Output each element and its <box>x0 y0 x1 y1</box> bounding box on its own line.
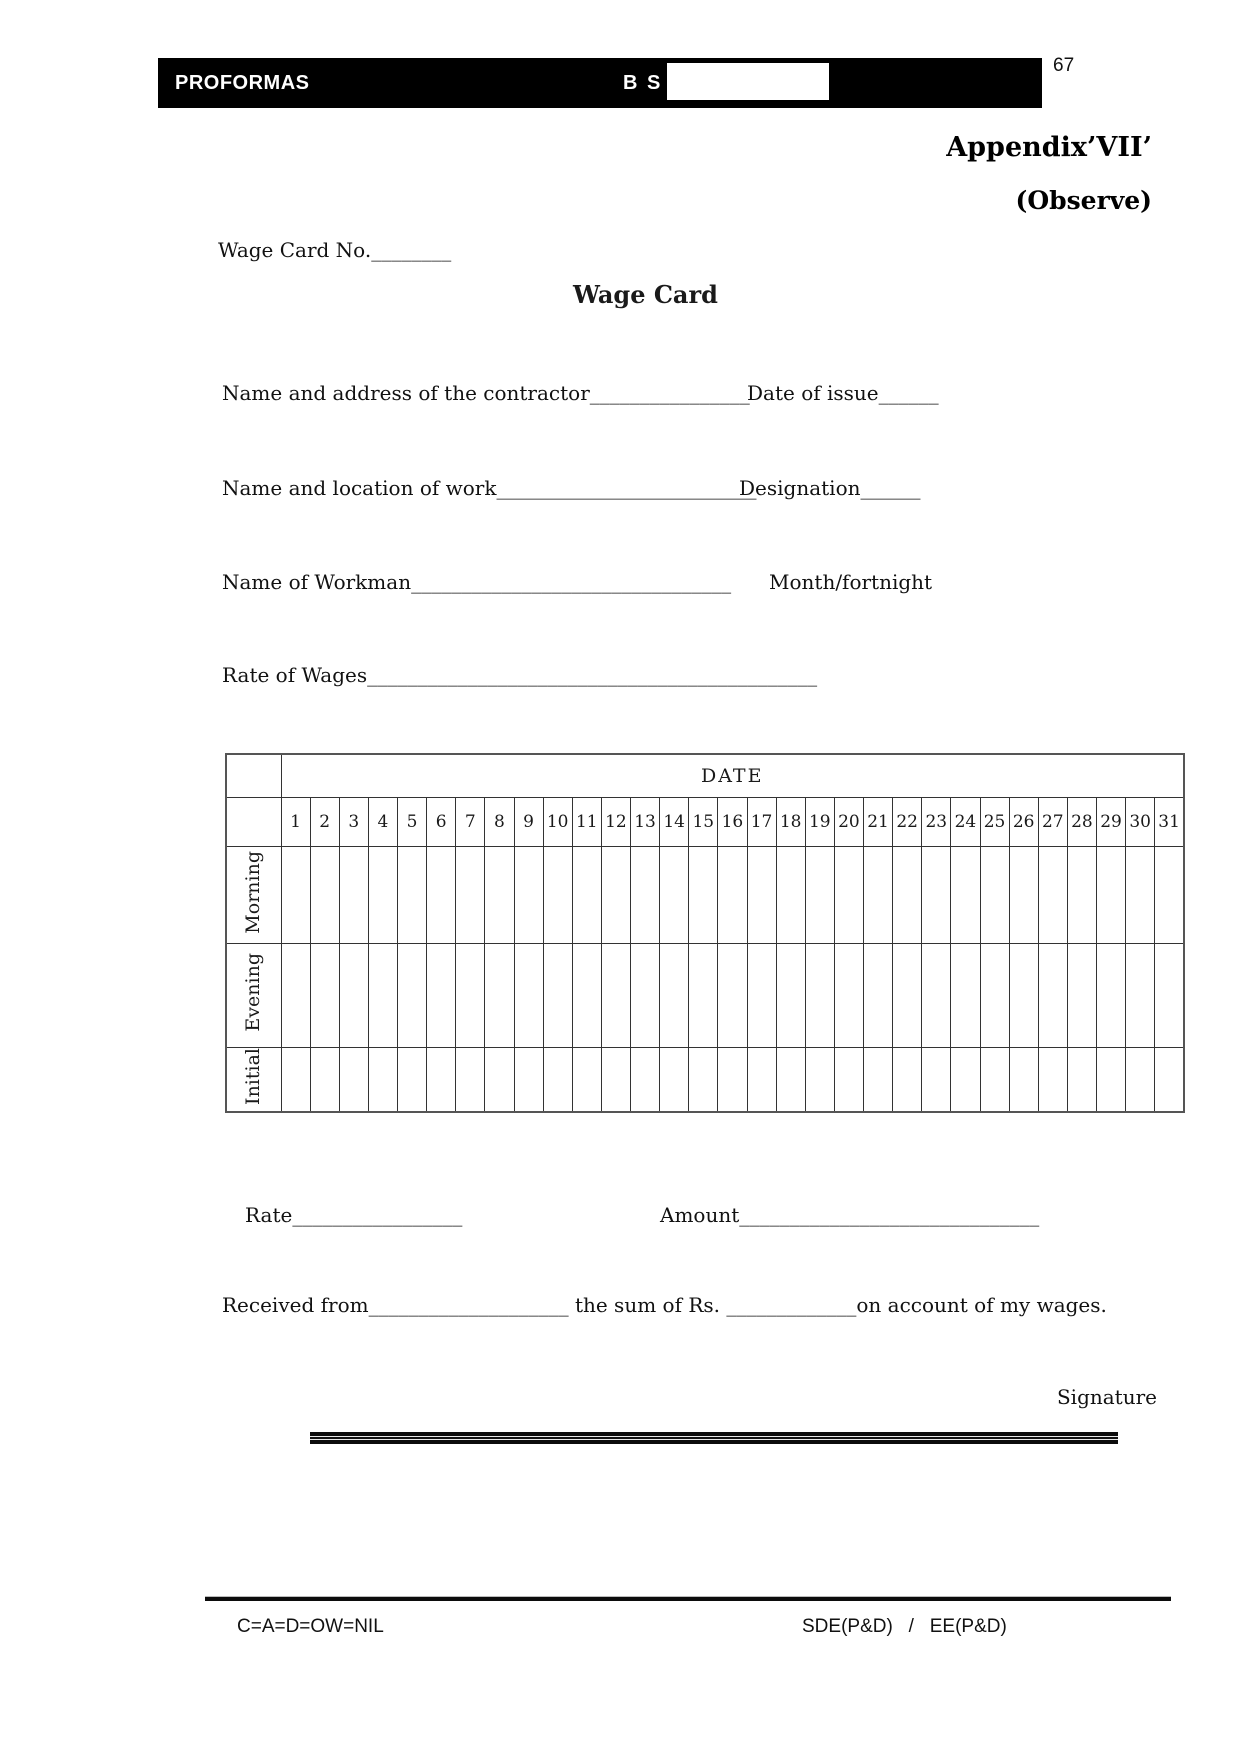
attendance-cell <box>1155 944 1184 1048</box>
attendance-cell <box>572 1048 601 1112</box>
day-number: 26 <box>1009 798 1038 847</box>
day-number: 13 <box>631 798 660 847</box>
attendance-cell <box>485 847 514 944</box>
attendance-cell <box>1038 847 1067 944</box>
day-number: 30 <box>1126 798 1155 847</box>
rate-of-wages-field: Rate of Wages_____________________________________________ <box>222 663 818 687</box>
double-rule <box>310 1432 1118 1444</box>
attendance-cell <box>805 847 834 944</box>
attendance-cell <box>893 1048 922 1112</box>
attendance-cell <box>864 847 893 944</box>
footer-left-code: C=A=D=OW=NIL <box>237 1616 384 1637</box>
date-header: DATE <box>281 754 1184 798</box>
attendance-cell <box>339 944 368 1048</box>
attendance-cell <box>456 944 485 1048</box>
attendance-cell <box>427 847 456 944</box>
attendance-cell <box>893 847 922 944</box>
day-number: 6 <box>427 798 456 847</box>
attendance-cell <box>1155 847 1184 944</box>
attendance-cell <box>1009 1048 1038 1112</box>
attendance-cell <box>543 944 572 1048</box>
attendance-cell <box>689 847 718 944</box>
day-number: 31 <box>1155 798 1184 847</box>
attendance-cell <box>776 1048 805 1112</box>
attendance-cell <box>864 944 893 1048</box>
attendance-cell <box>281 1048 310 1112</box>
day-number: 1 <box>281 798 310 847</box>
attendance-cell <box>747 944 776 1048</box>
day-number: 24 <box>951 798 980 847</box>
day-number: 29 <box>1097 798 1126 847</box>
day-number: 19 <box>805 798 834 847</box>
day-number: 18 <box>776 798 805 847</box>
day-number: 7 <box>456 798 485 847</box>
attendance-cell <box>310 847 339 944</box>
attendance-cell <box>368 847 397 944</box>
attendance-cell <box>485 1048 514 1112</box>
attendance-cell <box>980 847 1009 944</box>
wage-card-no-field: Wage Card No.________ <box>218 238 452 262</box>
attendance-cell <box>718 1048 747 1112</box>
attendance-cell <box>718 944 747 1048</box>
attendance-cell <box>1097 1048 1126 1112</box>
attendance-cell <box>864 1048 893 1112</box>
attendance-cell <box>398 1048 427 1112</box>
day-number: 21 <box>864 798 893 847</box>
attendance-cell <box>514 1048 543 1112</box>
appendix-title: Appendix’VII’ <box>946 132 1152 163</box>
attendance-cell <box>427 1048 456 1112</box>
attendance-cell <box>631 847 660 944</box>
proformas-label: PROFORMAS <box>175 72 310 94</box>
row-label-initial: Initial <box>226 1048 281 1112</box>
attendance-cell <box>398 944 427 1048</box>
attendance-cell <box>368 1048 397 1112</box>
attendance-cell <box>1038 944 1067 1048</box>
contractor-field: Name and address of the contractor________________ <box>222 381 750 405</box>
attendance-cell <box>485 944 514 1048</box>
attendance-cell <box>601 847 630 944</box>
attendance-cell <box>1067 944 1096 1048</box>
row-label-morning: Morning <box>226 847 281 944</box>
page-number: 67 <box>1053 55 1075 76</box>
attendance-cell <box>922 847 951 944</box>
day-number: 11 <box>572 798 601 847</box>
bs-label: B S <box>623 72 663 94</box>
day-number: 28 <box>1067 798 1096 847</box>
attendance-cell <box>834 944 863 1048</box>
attendance-cell <box>572 944 601 1048</box>
attendance-cell <box>543 1048 572 1112</box>
attendance-cell <box>601 1048 630 1112</box>
day-number: 16 <box>718 798 747 847</box>
document-title: Wage Card <box>573 280 718 309</box>
day-number: 23 <box>922 798 951 847</box>
attendance-cell <box>1126 847 1155 944</box>
attendance-cell <box>456 1048 485 1112</box>
attendance-cell <box>776 944 805 1048</box>
work-location-field: Name and location of work__________________________ <box>222 476 757 500</box>
attendance-cell <box>951 847 980 944</box>
day-number: 12 <box>601 798 630 847</box>
attendance-cell <box>339 1048 368 1112</box>
amount-field: Amount______________________________ <box>660 1203 1040 1227</box>
month-fortnight-label: Month/fortnight <box>769 570 933 594</box>
attendance-cell <box>834 847 863 944</box>
attendance-cell <box>1126 944 1155 1048</box>
day-number: 2 <box>310 798 339 847</box>
attendance-cell <box>1009 944 1038 1048</box>
day-number: 8 <box>485 798 514 847</box>
header-bar <box>158 58 1042 108</box>
day-number: 9 <box>514 798 543 847</box>
signature-label: Signature <box>1056 1385 1157 1409</box>
attendance-cell <box>834 1048 863 1112</box>
redacted-box <box>667 63 829 100</box>
attendance-cell <box>951 944 980 1048</box>
day-number: 15 <box>689 798 718 847</box>
attendance-cell <box>1009 847 1038 944</box>
attendance-cell <box>805 944 834 1048</box>
day-number: 25 <box>980 798 1009 847</box>
attendance-cell <box>747 847 776 944</box>
table-corner-cell <box>226 754 281 798</box>
day-number: 20 <box>834 798 863 847</box>
attendance-cell <box>631 944 660 1048</box>
day-number: 5 <box>398 798 427 847</box>
attendance-cell <box>747 1048 776 1112</box>
footer-rule <box>205 1596 1171 1601</box>
attendance-cell <box>456 847 485 944</box>
rate-field: Rate_________________ <box>245 1203 463 1227</box>
attendance-cell <box>1067 847 1096 944</box>
day-number: 14 <box>660 798 689 847</box>
attendance-cell <box>718 847 747 944</box>
appendix-subtitle: (Observe) <box>1015 186 1152 215</box>
attendance-cell <box>339 847 368 944</box>
attendance-cell <box>368 944 397 1048</box>
attendance-cell <box>805 1048 834 1112</box>
attendance-cell <box>980 944 1009 1048</box>
table-label-spacer <box>226 798 281 847</box>
day-number: 27 <box>1038 798 1067 847</box>
attendance-cell <box>1155 1048 1184 1112</box>
date-of-issue-field: Date of issue______ <box>747 381 939 405</box>
day-number: 17 <box>747 798 776 847</box>
attendance-cell <box>980 1048 1009 1112</box>
row-label-evening: Evening <box>226 944 281 1048</box>
attendance-cell <box>398 847 427 944</box>
attendance-cell <box>310 1048 339 1112</box>
attendance-cell <box>776 847 805 944</box>
attendance-cell <box>660 1048 689 1112</box>
attendance-cell <box>427 944 456 1048</box>
designation-field: Designation______ <box>739 476 921 500</box>
attendance-cell <box>514 847 543 944</box>
attendance-cell <box>1097 847 1126 944</box>
attendance-cell <box>281 847 310 944</box>
day-number: 10 <box>543 798 572 847</box>
attendance-cell <box>689 944 718 1048</box>
attendance-cell <box>1097 944 1126 1048</box>
attendance-cell <box>922 1048 951 1112</box>
attendance-cell <box>572 847 601 944</box>
attendance-cell <box>922 944 951 1048</box>
day-number: 3 <box>339 798 368 847</box>
footer-right-designations: SDE(P&D) / EE(P&D) <box>802 1616 1007 1637</box>
attendance-cell <box>601 944 630 1048</box>
attendance-cell <box>281 944 310 1048</box>
day-number: 4 <box>368 798 397 847</box>
attendance-cell <box>660 847 689 944</box>
attendance-cell <box>631 1048 660 1112</box>
attendance-cell <box>1067 1048 1096 1112</box>
attendance-cell <box>514 944 543 1048</box>
attendance-cell <box>1038 1048 1067 1112</box>
attendance-cell <box>893 944 922 1048</box>
attendance-cell <box>1126 1048 1155 1112</box>
attendance-table <box>225 753 1185 1113</box>
workman-name-field: Name of Workman________________________________ <box>222 570 732 594</box>
day-number: 22 <box>893 798 922 847</box>
attendance-cell <box>310 944 339 1048</box>
attendance-cell <box>951 1048 980 1112</box>
attendance-cell <box>543 847 572 944</box>
attendance-cell <box>689 1048 718 1112</box>
attendance-cell <box>660 944 689 1048</box>
received-from-line: Received from____________________ the sum of Rs. _____________on account of my wages. <box>222 1293 1107 1317</box>
